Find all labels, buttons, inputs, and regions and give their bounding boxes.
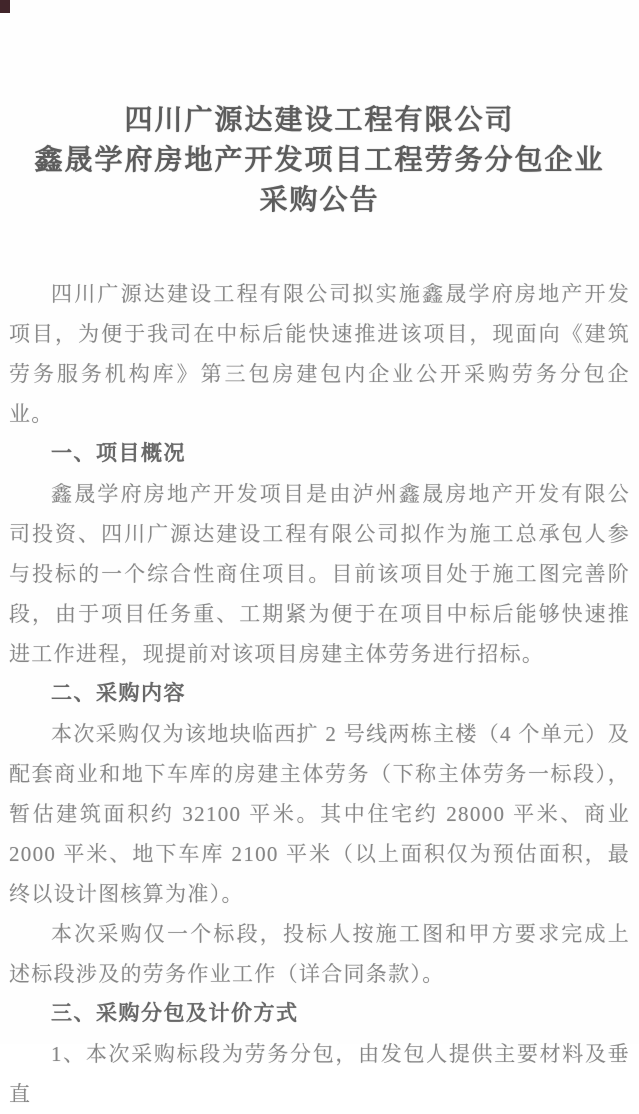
title-line-announcement: 采购公告 (259, 185, 380, 216)
section-3-paragraph-1: 1、本次采购标段为劳务分包，由发包人提供主要材料及垂直 (9, 1042, 630, 1106)
section-1-paragraph: 鑫晟学府房地产开发项目是由泸州鑫晟房地产开发有限公司投资、四川广源达建设工程有限公司拟作为施工总承包人参与投标的一个综合性商住项目。目前该项目处于施工图完善阶段，由于项目任务重、工期紧为便于在项目中标后能够快速推进工作进程，现提前对该项目房建主体劳务进行招标。 (9, 482, 630, 666)
document-body (9, 274, 630, 1114)
title-line-project: 鑫晟学府房地产开发项目工程劳务分包企业 (34, 145, 605, 176)
section-2-heading: 二、采购内容 (51, 682, 186, 705)
scan-corner-artifact (0, 0, 10, 13)
section-2-paragraph-1: 本次采购仅为该地块临西扩 2 号线两栋主楼（4 个单元）及配套商业和地下车库的房建主体劳务（下称主体劳务一标段），暂估建筑面积约 32100 平米。其中住宅约 28000 平米、商业 2000 平米、地下车库 2100 平米（以上面积仅为预估面积，最终以设计图核算为准）。 (9, 722, 630, 906)
section-1-heading: 一、项目概况 (51, 442, 186, 465)
document-title (14, 0, 625, 221)
intro-paragraph: 四川广源达建设工程有限公司拟实施鑫晟学府房地产开发项目，为便于我司在中标后能快速推进该项目，现面向《建筑劳务服务机构库》第三包房建包内企业公开采购劳务分包企业。 (9, 282, 630, 426)
section-2-paragraph-2: 本次采购仅一个标段，投标人按施工图和甲方要求完成上述标段涉及的劳务作业工作（详合同条款）。 (9, 922, 630, 986)
title-line-company: 四川广源达建设工程有限公司 (124, 105, 515, 136)
section-3-heading: 三、采购分包及计价方式 (51, 1002, 299, 1025)
